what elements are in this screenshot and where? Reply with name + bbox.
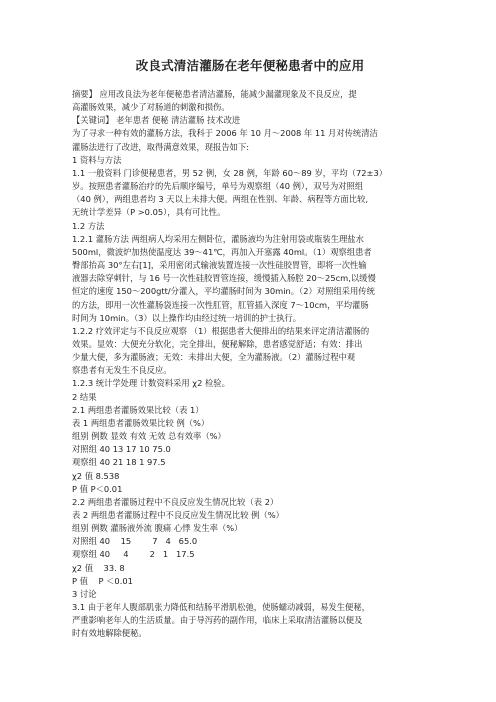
intro-line: 灌肠法进行了改进，取得满意效果，现报告如下:	[72, 141, 250, 152]
paragraph-line: 500ml，微波炉加热使温度达 39～41℃，再加入开塞露 40ml。（1）观察组患者	[72, 246, 372, 257]
subsection-heading: 2.2 两组患者灌肠过程中不良反应发生情况比较（表 2）	[72, 496, 279, 507]
table-stat-row: P 值 P ＜0.01	[72, 575, 133, 586]
intro-line: 为了寻求一种有效的灌肠方法，我科于 2006 年 10 月～2008 年 11 月对传统清洁	[72, 128, 378, 139]
section-heading: 1 资料与方法	[72, 154, 122, 165]
table-row: 对照组 40 13 17 10 75.0	[72, 444, 171, 455]
abstract-line: 高灌肠效果，减少了对肠道的刺激和损伤。	[72, 102, 230, 113]
paragraph-line: 少量大便，多为灌肠液；无效：未排出大便，全为灌肠液。（2）灌肠过程中观	[72, 352, 356, 363]
document-title: 改良式清洁灌肠在老年便秘患者中的应用	[135, 58, 365, 73]
table-header: 组别 例数 显效 有效 无效 总有效率（%）	[72, 431, 226, 442]
table-caption: 表 2 两组患者灌肠过程中不良反应发生情况比较 例（%）	[72, 510, 284, 520]
table-header: 组别 例数 灌肠液外流 腹痛 心悸 发生率（%）	[72, 523, 243, 534]
table-caption: 表 1 两组患者灌肠效果比较 例（%）	[72, 417, 210, 428]
table-stat-row: P 值 P＜0.01	[72, 483, 123, 494]
abstract-line: 摘要】 应用改良法为老年便秘患者清洁灌肠，能减少漏灌现象及不良反应，提	[72, 89, 357, 99]
table-stat-row: χ2 值 33. 8	[72, 562, 125, 573]
paragraph-line: 岁。按照患者灌肠治疗的先后顺序编号，单号为观察组（40 例），双号为对照组	[72, 181, 364, 192]
section-heading: 2 结果	[72, 391, 97, 402]
paragraph-line: 时间为 10min。（3）以上操作均由经过统一培训的护士执行。	[72, 312, 302, 323]
keywords-line: 【关键词】 老年患者 便秘 清洁灌肠 技术改进	[72, 115, 241, 126]
paragraph-line: 1.2.2 疗效评定与不良反应观察 （1）根据患者大便排出的结果来评定清洁灌肠的	[72, 325, 370, 336]
table-row: 观察组 40 4 2 1 17.5	[72, 549, 195, 560]
subsection-heading: 2.1 两组患者灌肠效果比较（表 1）	[72, 404, 204, 415]
paragraph-line: 1.1 一般资料 门诊便秘患者，男 52 例，女 28 例，年龄 60～89 岁，平均（72±3）	[72, 167, 388, 178]
paragraph-line: 严重影响老年人的生活质量。由于导泻药的副作用，临床上采取清洁灌肠以便及	[72, 615, 363, 626]
paragraph-line: 时有效地解除便秘。	[72, 628, 147, 639]
table-row: 对照组 40 15 7 4 65.0	[72, 536, 198, 547]
table-stat-row: χ2 值 8.538	[72, 470, 120, 481]
paragraph-line: （40 例），两组患者均 3 天以上未排大便。两组在性别、年龄、病程等方面比较,	[72, 194, 369, 205]
section-heading: 3 讨论	[72, 588, 97, 599]
paragraph-line: 无统计学差异（P >0.05），具有可比性。	[72, 207, 226, 218]
paragraph-line: 察患者有无发生不良反应。	[72, 365, 172, 376]
paragraph-line: 臀部抬高 30°左右[1]，采用密闭式输液装置连接一次性硅胶胃管，即将一次性输	[72, 260, 367, 271]
section-heading: 1.2 方法	[72, 220, 105, 231]
paragraph-line: 3.1 由于老年人腹部肌张力降低和结肠平滑肌松弛，使肠蠕动减弱，易发生便秘，	[72, 602, 370, 613]
paragraph-line: 恒定的速度 150～200gtt/分灌入，平均灌肠时间为 30min。（2）对照组采用传统	[72, 286, 375, 297]
paragraph-line: 效果。显效：大便充分软化，完全排出，便秘解除，患者感觉舒适；有效：排出	[72, 338, 363, 349]
paragraph-line: 的方法，即用一次性灌肠袋连接一次性肛管，肛管插入深度 7～10cm，平均灌肠	[72, 299, 369, 310]
paragraph-line: 液器去除穿刺针，与 16 号一次性硅胶胃管连接，缓慢插入肠腔 20～25cm,以缓慢	[72, 273, 376, 284]
paragraph-line: 1.2.3 统计学处理 计数资料采用 χ2 检验。	[72, 378, 230, 389]
paragraph-line: 1.2.1 灌肠方法 两组病人均采用左侧卧位，灌肠液均为注射用袋或瓶装生理盐水	[72, 233, 364, 244]
table-row: 观察组 40 21 18 1 97.5	[72, 457, 166, 468]
